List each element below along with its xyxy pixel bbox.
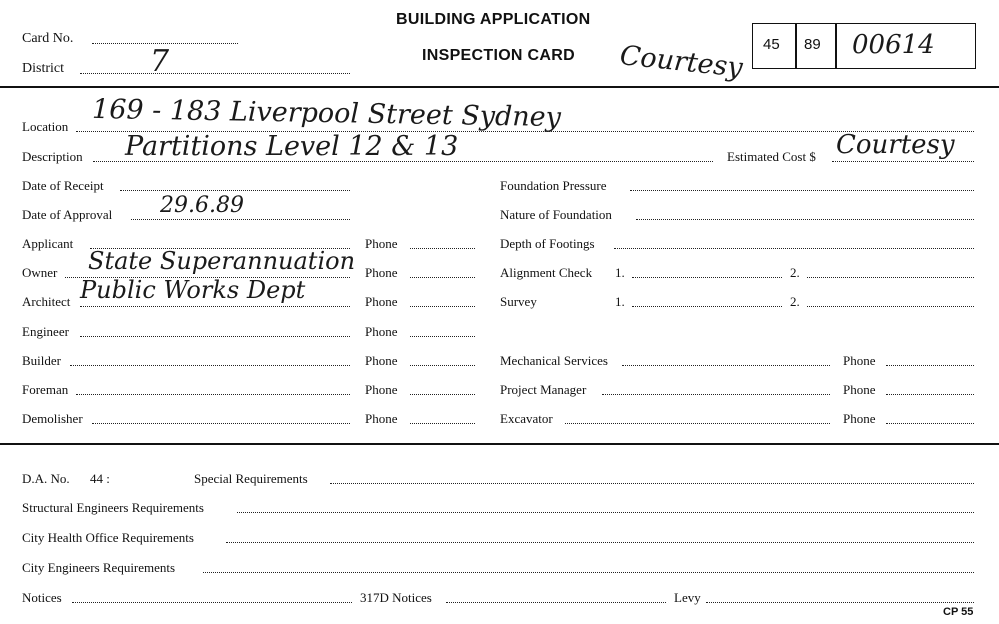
demolisher-phone-label: Phone [365, 411, 398, 426]
courtesy-stamp: Courtesy [618, 40, 745, 84]
owner-phone-field[interactable] [410, 277, 475, 278]
description-value: Partitions Level 12 & 13 [125, 131, 459, 162]
architect-field[interactable] [80, 306, 350, 307]
engineer-label: Engineer [22, 324, 69, 339]
form-code: CP 55 [943, 606, 974, 618]
nature-foundation-field[interactable] [636, 219, 974, 220]
alignment-check-label: Alignment Check [500, 265, 593, 280]
mechanical-phone-label: Phone [843, 353, 876, 368]
estimated-cost-label: Estimated Cost $ [727, 149, 816, 164]
owner-phone-label: Phone [365, 265, 398, 280]
city-engineers-label: City Engineers Requirements [22, 560, 176, 575]
depth-footings-field[interactable] [614, 248, 974, 249]
builder-phone-label: Phone [365, 353, 398, 368]
notices-317d-label: 317D Notices [360, 590, 432, 605]
engineer-field[interactable] [80, 336, 350, 337]
number-part1: 45 [763, 36, 780, 53]
header-divider [0, 86, 999, 88]
project-manager-field[interactable] [602, 394, 830, 395]
builder-phone-field[interactable] [410, 365, 475, 366]
project-manager-phone-label: Phone [843, 382, 876, 397]
owner-label: Owner [22, 265, 58, 280]
survey-2-field[interactable] [807, 306, 974, 307]
alignment-check-2-label: 2. [790, 265, 800, 280]
alignment-check-1-field[interactable] [632, 277, 782, 278]
special-requirements-label: Special Requirements [194, 471, 308, 486]
mechanical-services-field[interactable] [622, 365, 830, 366]
date-approval-value: 29.6.89 [160, 193, 244, 218]
project-manager-phone-field[interactable] [886, 394, 974, 395]
builder-field[interactable] [70, 365, 350, 366]
mechanical-services-label: Mechanical Services [500, 353, 608, 368]
number-box-divider-2 [835, 23, 837, 69]
district-label: District [22, 61, 64, 76]
owner-value: State Superannuation [88, 247, 356, 275]
applicant-phone-label: Phone [365, 236, 398, 251]
structural-engineers-label: Structural Engineers Requirements [22, 500, 204, 515]
section-divider [0, 443, 999, 445]
foundation-pressure-label: Foundation Pressure [500, 178, 607, 193]
alignment-check-1-label: 1. [615, 265, 625, 280]
description-label: Description [22, 149, 83, 164]
demolisher-field[interactable] [92, 423, 350, 424]
card-no-label: Card No. [22, 31, 74, 46]
architect-phone-label: Phone [365, 294, 398, 309]
district-field[interactable] [80, 73, 350, 74]
foreman-label: Foreman [22, 382, 69, 397]
nature-foundation-label: Nature of Foundation [500, 207, 612, 222]
district-value: 7 [150, 44, 170, 79]
survey-2-label: 2. [790, 294, 800, 309]
excavator-field[interactable] [565, 423, 830, 424]
levy-field[interactable] [706, 602, 974, 603]
number-part3: 00614 [852, 30, 935, 60]
architect-value: Public Works Dept [80, 276, 306, 304]
survey-1-field[interactable] [632, 306, 782, 307]
city-health-label: City Health Office Requirements [22, 530, 194, 545]
date-approval-field[interactable] [131, 219, 350, 220]
engineer-phone-field[interactable] [410, 336, 475, 337]
foreman-phone-label: Phone [365, 382, 398, 397]
notices-field[interactable] [72, 602, 352, 603]
architect-label: Architect [22, 294, 71, 309]
foreman-phone-field[interactable] [410, 394, 475, 395]
depth-footings-label: Depth of Footings [500, 236, 595, 251]
mechanical-phone-field[interactable] [886, 365, 974, 366]
form-title-line1: BUILDING APPLICATION [396, 11, 591, 28]
date-receipt-field[interactable] [120, 190, 350, 191]
alignment-check-2-field[interactable] [807, 277, 974, 278]
excavator-phone-field[interactable] [886, 423, 974, 424]
levy-label: Levy [674, 590, 701, 605]
location-label: Location [22, 119, 69, 134]
foreman-field[interactable] [76, 394, 350, 395]
project-manager-label: Project Manager [500, 382, 587, 397]
applicant-phone-field[interactable] [410, 248, 475, 249]
foundation-pressure-field[interactable] [630, 190, 974, 191]
survey-1-label: 1. [615, 294, 625, 309]
estimated-cost-field[interactable] [832, 161, 974, 162]
architect-phone-field[interactable] [410, 306, 475, 307]
survey-label: Survey [500, 294, 537, 309]
applicant-label: Applicant [22, 236, 74, 251]
estimated-cost-value: Courtesy [836, 130, 955, 160]
date-approval-label: Date of Approval [22, 207, 113, 222]
date-receipt-label: Date of Receipt [22, 178, 104, 193]
number-part2: 89 [804, 36, 821, 53]
da-no-label: D.A. No. [22, 471, 70, 486]
da-no-value: 44 : [90, 471, 110, 486]
demolisher-label: Demolisher [22, 411, 83, 426]
location-value: 169 - 183 Liverpool Street Sydney [91, 93, 562, 134]
notices-label: Notices [22, 590, 62, 605]
excavator-phone-label: Phone [843, 411, 876, 426]
special-requirements-field[interactable] [330, 483, 974, 484]
engineer-phone-label: Phone [365, 324, 398, 339]
number-box-divider-1 [795, 23, 797, 69]
form-title-line2: INSPECTION CARD [422, 47, 575, 64]
structural-engineers-field[interactable] [237, 512, 974, 513]
builder-label: Builder [22, 353, 61, 368]
city-health-field[interactable] [226, 542, 974, 543]
excavator-label: Excavator [500, 411, 553, 426]
demolisher-phone-field[interactable] [410, 423, 475, 424]
city-engineers-field[interactable] [203, 572, 974, 573]
notices-317d-field[interactable] [446, 602, 666, 603]
